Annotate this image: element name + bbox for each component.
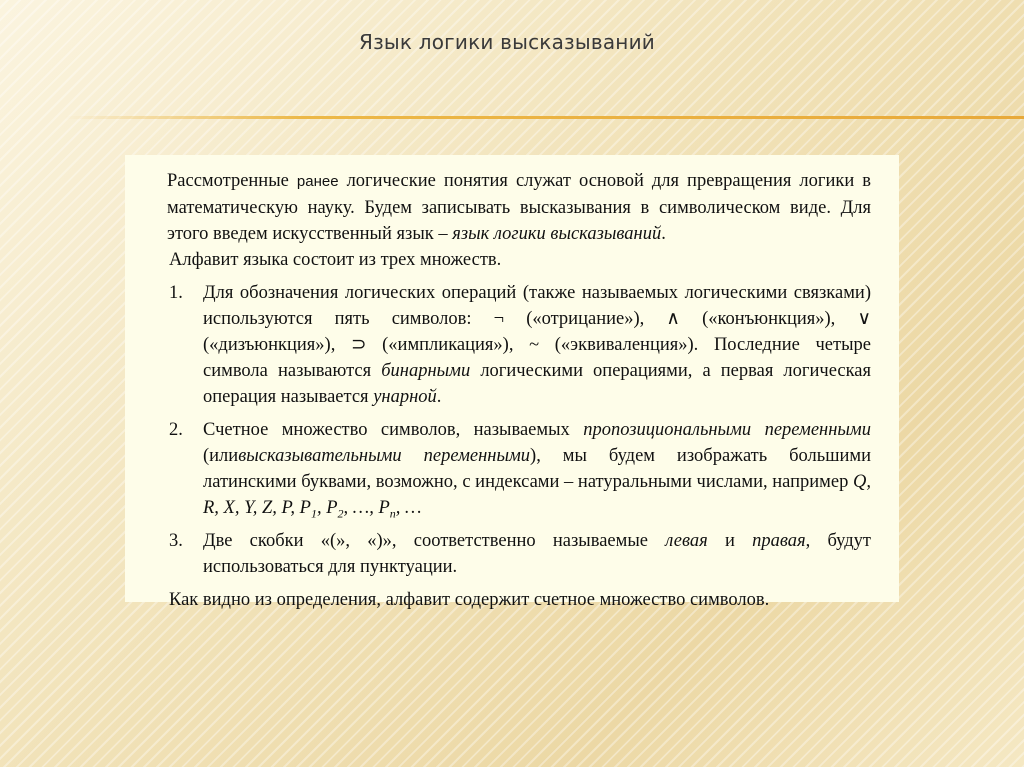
item-term: бинарными [381, 361, 471, 381]
item-term: высказывательными переменными [238, 446, 531, 466]
item-term: унарной [373, 387, 437, 407]
subscript: n [389, 506, 396, 521]
item-term: левая [665, 531, 708, 551]
item-term: пропозициональными переменными [583, 420, 871, 440]
item-term: правая [752, 531, 806, 551]
intro-paragraph [167, 168, 871, 247]
alphabet-line: Алфавит языка состоит из трех множеств. [169, 250, 502, 270]
list-item [167, 528, 871, 580]
item-end: . [436, 387, 442, 407]
variables-text: , P [316, 498, 338, 518]
variables-text: Q, R, X, Y, Z, P, P [203, 472, 872, 518]
item-text: (или [203, 446, 239, 466]
subscript: 2 [337, 506, 344, 521]
variables-text: , … [395, 498, 422, 518]
conclusion-line: Как видно из определения, алфавит содержит счетное множество символов. [169, 590, 770, 610]
title-underline [64, 116, 1024, 119]
intro-end: . [661, 224, 666, 244]
intro-highlight: ранее [296, 173, 339, 190]
item-text: , будут использоваться для пунктуации. [203, 531, 872, 577]
item-text: Две скобки «(», «)», соответственно называемые [203, 531, 648, 551]
subscript: 1 [310, 506, 317, 521]
list-item [167, 280, 871, 410]
content-image [125, 155, 899, 610]
variables-text: , …, P [343, 498, 390, 518]
item-text: ), мы будем изображать большими латинскими буквами, возможно, с индексами – натуральными числами, например [203, 446, 871, 492]
intro-part1: Рассмотренные [167, 171, 289, 191]
item-number: 3. [169, 531, 183, 551]
item-text: и [724, 531, 735, 551]
intro-term: язык логики высказываний [452, 224, 662, 244]
item-text: логическими операциями, а первая логическая операция называется [203, 361, 872, 407]
item-number: 2. [169, 420, 183, 440]
list-item [167, 417, 871, 521]
item-text: Для обозначения логических операций (также называемых логическими связками) используются пять символов: ¬ («отрицание»), ∧ («конъюнкция»), ∨ («дизъюнкция»), ⊃ («импликация»), ~ («эквиваленция»). Последние четыре символа называются [203, 283, 871, 381]
item-text: Счетное множество символов, называемых [203, 420, 570, 440]
item-number: 1. [169, 283, 183, 303]
slide-title: Язык логики высказываний [359, 30, 655, 54]
intro-part2: логические понятия служат основой для превращения логики в математическую науку. Будем записывать высказывания в символическом виде. Для этого введем искусственный язык – [167, 171, 872, 244]
